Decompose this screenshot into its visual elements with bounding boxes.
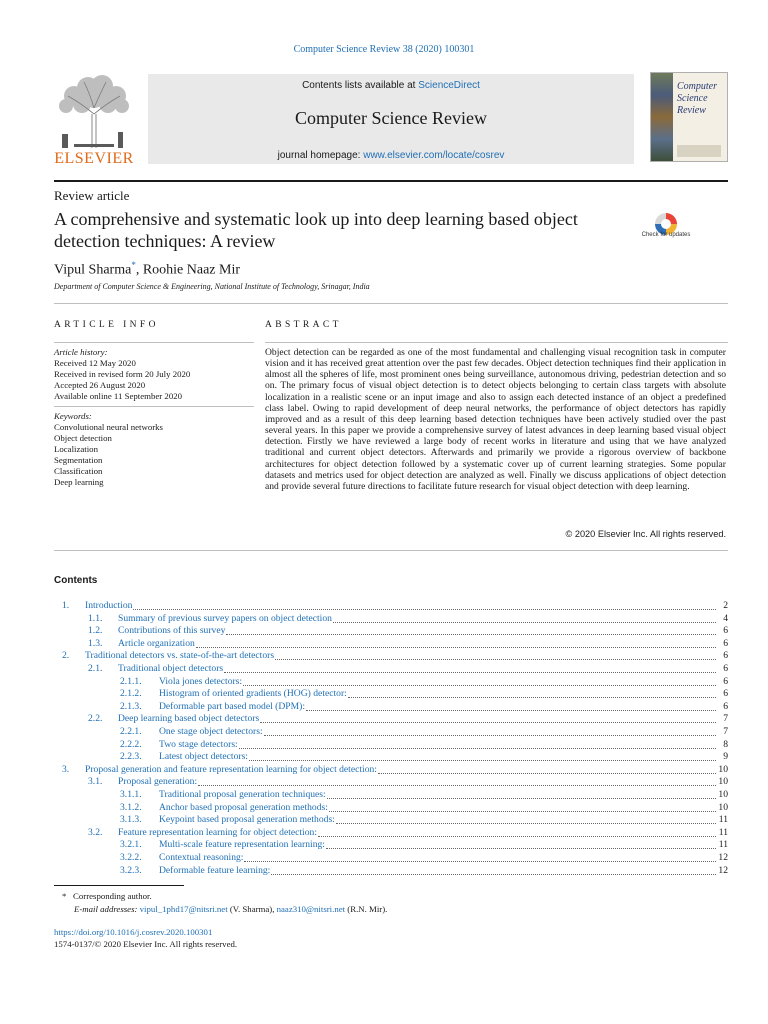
toc-dot-leader: [243, 676, 716, 686]
toc-entry-number: 3.1.1.: [120, 789, 142, 800]
toc-entry-number: 2.: [62, 650, 70, 662]
toc-entry[interactable]: [54, 701, 728, 714]
toc-entry-number: 1.1.: [88, 612, 103, 624]
cover-photo-strip: [651, 73, 673, 161]
toc-entry-number: 2.2.1.: [120, 726, 142, 737]
toc-entry[interactable]: [54, 764, 728, 777]
history-entry: Available online 11 September 2020: [54, 391, 183, 401]
toc-entry-label: Latest object detectors:: [159, 751, 248, 763]
toc-dot-leader: [327, 789, 716, 799]
toc-entry-page: 12: [718, 864, 728, 876]
toc-entry-page: 12: [718, 852, 728, 863]
keyword: Segmentation: [54, 455, 103, 465]
author-affiliation: Department of Computer Science & Engineering, National Institute of Technology, Srinagar, India: [54, 282, 370, 291]
toc-entry[interactable]: [54, 827, 728, 840]
toc-entry-label: One stage object detectors:: [159, 726, 263, 737]
header-rule: [54, 180, 728, 182]
contents-availability: [148, 80, 634, 91]
toc-entry-page: 6: [723, 625, 728, 637]
toc-entry-number: 2.1.: [88, 663, 103, 674]
toc-entry[interactable]: [54, 638, 728, 651]
toc-entry-number: 3.2.1.: [120, 839, 142, 851]
abstract-copyright: © 2020 Elsevier Inc. All rights reserved.: [565, 529, 726, 539]
toc-entry[interactable]: [54, 726, 728, 739]
toc-entry-number: 3.1.2.: [120, 801, 142, 813]
email-footnote: [74, 904, 387, 914]
toc-entry-number: 3.: [62, 763, 70, 775]
article-info-panel: [54, 342, 254, 488]
email-label: E-mail addresses:: [74, 904, 140, 914]
toc-dot-leader: [198, 776, 716, 786]
keywords: [54, 411, 254, 488]
check-for-updates-badge[interactable]: [646, 210, 686, 250]
toc-entry-page: 6: [723, 675, 728, 687]
toc-entry-label: Deformable part based model (DPM):: [159, 700, 305, 712]
toc-dot-leader: [260, 713, 716, 723]
email-link-mir[interactable]: naaz310@nitsri.net: [276, 904, 346, 914]
toc-entry-page: 9: [723, 751, 728, 763]
toc-entry[interactable]: [54, 663, 728, 676]
cover-title-line: Computer: [677, 81, 717, 92]
toc-entry[interactable]: [54, 676, 728, 689]
toc-entry-label: Deep learning based object detectors: [118, 713, 260, 725]
toc-entry[interactable]: [54, 600, 728, 613]
toc-entry-page: 7: [723, 726, 728, 737]
toc-entry[interactable]: [54, 814, 728, 827]
sciencedirect-link[interactable]: ScienceDirect: [418, 80, 480, 91]
elsevier-tree-logo: [54, 74, 134, 168]
toc-entry-number: 2.2.2.: [120, 738, 142, 750]
article-history: [54, 347, 254, 402]
section-rule: [54, 550, 728, 551]
cover-title-line: Science: [677, 93, 708, 104]
toc-entry-label: Multi-scale feature representation learning:: [159, 839, 325, 851]
toc-entry-label: Viola jones detectors:: [159, 675, 243, 687]
footnote-rule: [54, 885, 184, 886]
toc-entry-page: 10: [718, 776, 728, 788]
toc-entry-number: 1.2.: [88, 625, 103, 637]
toc-entry-page: 6: [723, 637, 728, 649]
info-rule-mid: [54, 406, 254, 407]
toc-entry-label: Proposal generation and feature representation learning for object detection:: [85, 763, 377, 775]
contents-prefix: Contents lists available at: [302, 80, 419, 91]
toc-entry[interactable]: [54, 625, 728, 638]
toc-entry[interactable]: [54, 613, 728, 626]
email-owner-sharma: (V. Sharma),: [227, 904, 277, 914]
homepage-link[interactable]: www.elsevier.com/locate/cosrev: [363, 150, 505, 161]
check-for-updates-icon: [646, 210, 686, 250]
article-type: Review article: [54, 188, 130, 203]
toc-dot-leader: [326, 839, 716, 849]
toc-entry-label: Article organization: [118, 637, 195, 649]
keywords-label: Keywords:: [54, 411, 92, 421]
author-second: , Roohie Naaz Mir: [135, 262, 241, 278]
toc-entry-label: Traditional object detectors: [118, 663, 224, 674]
article-info-heading: ARTICLE INFO: [54, 320, 159, 330]
check-for-updates-label: Check for updates: [641, 232, 691, 238]
toc-entry-label: Traditional detectors vs. state-of-the-art detectors: [85, 650, 275, 662]
toc-entry-number: 3.1.: [88, 776, 103, 788]
toc-dot-leader: [249, 751, 716, 761]
toc-entry[interactable]: [54, 789, 728, 802]
toc-entry-label: Keypoint based proposal generation methods:: [159, 814, 335, 826]
toc-dot-leader: [244, 852, 716, 862]
toc-entry-label: Contributions of this survey: [118, 625, 226, 637]
toc-dot-leader: [378, 764, 716, 774]
toc-entry-number: 2.1.3.: [120, 700, 142, 712]
toc-entry-page: 7: [723, 713, 728, 725]
toc-dot-leader: [275, 650, 716, 660]
journal-reference[interactable]: Computer Science Review 38 (2020) 100301: [293, 44, 475, 55]
toc-dot-leader: [329, 802, 716, 812]
toc-entry-page: 6: [723, 650, 728, 662]
abstract-rule: [265, 342, 728, 343]
toc-entry-page: 2: [723, 600, 728, 611]
toc-entry-page: 11: [718, 826, 728, 838]
toc-dot-leader: [226, 625, 716, 635]
journal-header: [54, 74, 728, 168]
cover-title-line: Review: [677, 105, 706, 116]
history-entry: Received in revised form 20 July 2020: [54, 369, 191, 379]
toc-dot-leader: [196, 638, 716, 648]
journal-homepage: [148, 150, 634, 161]
toc-entry-number: 3.1.3.: [120, 814, 142, 826]
toc-entry-label: Contextual reasoning:: [159, 852, 244, 863]
author-first: Vipul Sharma: [54, 262, 132, 278]
toc-dot-leader: [271, 865, 716, 875]
toc-entry-page: 10: [718, 789, 728, 800]
email-link-sharma[interactable]: vipul_1phd17@nitsri.net: [139, 904, 228, 914]
toc-entry[interactable]: [54, 802, 728, 815]
toc-entry[interactable]: [54, 776, 728, 789]
toc-entry[interactable]: [54, 839, 728, 852]
toc-dot-leader: [336, 814, 716, 824]
toc-dot-leader: [318, 827, 716, 837]
toc-dot-leader: [133, 600, 716, 610]
journal-cover-image[interactable]: [650, 72, 728, 162]
abstract-text: Object detection can be regarded as one of the most fundamental and challenging visual recognition task in computer vision and it has received great attention over the past few decades. Object detection techniques find their application in almost all the spheres of life, most prominent ones being surveillance, autonomous driving, pedestrian detection and so on. The primary focus of visual object detection is to detect objects belonging to certain class targets with absolute localization in a realistic scene or an input image and also to assign each detected instance of an object a predefined class label. Owing to rapid development of deep neural networks, the performance of object detectors has rapidly improved and as a result of this deep learning based detection techniques have been actively studied over the past several years. In this paper we provide a comprehensive survey of latest advances in deep learning based visual object detection. Firstly we have reviewed a large body of recent works in literature and using that we have analyzed traditional and current object detectors. Afterwards and primarily we provide a rigorous overview of backbone architectures for object detection followed by a systematic cover up of current learning strategies. Some popular datasets and metrics used for object detection are analyzed as well. Finally we discuss applications of object detection and provide several future directions to facilitate future research for visual object detection with deep learning.: [265, 347, 726, 492]
footnote-text: Corresponding author.: [73, 891, 152, 901]
toc-dot-leader: [348, 688, 716, 698]
toc-entry-page: 10: [718, 801, 728, 813]
toc-entry[interactable]: [54, 713, 728, 726]
toc-entry-page: 11: [718, 814, 728, 826]
toc-entry-number: 3.2.2.: [120, 852, 142, 863]
history-label: Article history:: [54, 347, 108, 357]
toc-entry-page: 6: [723, 688, 728, 700]
toc-entry-number: 2.1.1.: [120, 675, 142, 687]
section-rule: [54, 303, 728, 304]
toc-dot-leader: [224, 663, 716, 673]
issn-copyright: 1574-0137/© 2020 Elsevier Inc. All rights reserved.: [54, 939, 238, 949]
toc-entry-number: 3.2.3.: [120, 864, 142, 876]
toc-entry[interactable]: [54, 650, 728, 663]
toc-entry-page: 6: [723, 700, 728, 712]
toc-entry-label: Feature representation learning for object detection:: [118, 826, 317, 838]
keyword: Convolutional neural networks: [54, 422, 163, 432]
history-entry: Accepted 26 August 2020: [54, 380, 146, 390]
toc-entry-number: 2.1.2.: [120, 688, 142, 700]
keyword: Classification: [54, 466, 103, 476]
author-list: [54, 260, 240, 279]
toc-entry-page: 8: [723, 738, 728, 750]
info-rule-top: [54, 342, 254, 343]
toc-dot-leader: [264, 726, 716, 736]
toc-entry-label: Introduction: [85, 600, 133, 611]
keyword: Object detection: [54, 433, 112, 443]
abstract-heading: ABSTRACT: [265, 320, 342, 330]
keyword: Localization: [54, 444, 98, 454]
history-entry: Received 12 May 2020: [54, 358, 136, 368]
toc-dot-leader: [333, 613, 716, 623]
article-title: A comprehensive and systematic look up into deep learning based object detection techniques: A review: [54, 209, 578, 251]
toc-entry-number: 1.: [62, 600, 70, 611]
toc-entry-label: Deformable feature learning:: [159, 864, 271, 876]
corresponding-author-mark[interactable]: *: [131, 260, 136, 270]
doi-link[interactable]: https://doi.org/10.1016/j.cosrev.2020.100301: [54, 927, 213, 937]
journal-banner: [148, 74, 634, 164]
footnote-mark: *: [62, 891, 67, 901]
toc-entry[interactable]: [54, 852, 728, 865]
keyword: Deep learning: [54, 477, 104, 487]
toc-entry-number: 2.2.: [88, 713, 103, 725]
toc-entry-label: Proposal generation:: [118, 776, 198, 788]
toc-entry[interactable]: [54, 688, 728, 701]
toc-entry-number: 3.2.: [88, 826, 103, 838]
email-owner-mir: (R.N. Mir).: [345, 904, 388, 914]
toc-entry[interactable]: [54, 751, 728, 764]
toc-entry-number: 2.2.3.: [120, 751, 142, 763]
cover-title: [677, 81, 717, 117]
cover-footer: [677, 145, 721, 157]
toc-entry-page: 11: [718, 839, 728, 851]
toc-entry-label: Histogram of oriented gradients (HOG) detector:: [159, 688, 347, 700]
toc-entry[interactable]: [54, 739, 728, 752]
corresponding-author-footnote: [62, 891, 152, 901]
elsevier-wordmark: ELSEVIER: [54, 150, 134, 167]
toc-dot-leader: [306, 701, 716, 711]
toc-entry-page: 10: [718, 763, 728, 775]
toc-dot-leader: [239, 739, 716, 749]
toc-entry-label: Traditional proposal generation techniques:: [159, 789, 326, 800]
toc-entry-page: 6: [723, 663, 728, 674]
contents-heading: Contents: [54, 575, 98, 586]
journal-title: Computer Science Review: [295, 108, 487, 128]
toc-entry-number: 1.3.: [88, 637, 103, 649]
toc-entry-label: Summary of previous survey papers on object detection: [118, 612, 332, 624]
toc-entry[interactable]: [54, 865, 728, 878]
homepage-prefix: journal homepage:: [277, 150, 364, 161]
toc-entry-label: Two stage detectors:: [159, 738, 238, 750]
toc-entry-label: Anchor based proposal generation methods:: [159, 801, 328, 813]
toc-entry-page: 4: [723, 612, 728, 624]
